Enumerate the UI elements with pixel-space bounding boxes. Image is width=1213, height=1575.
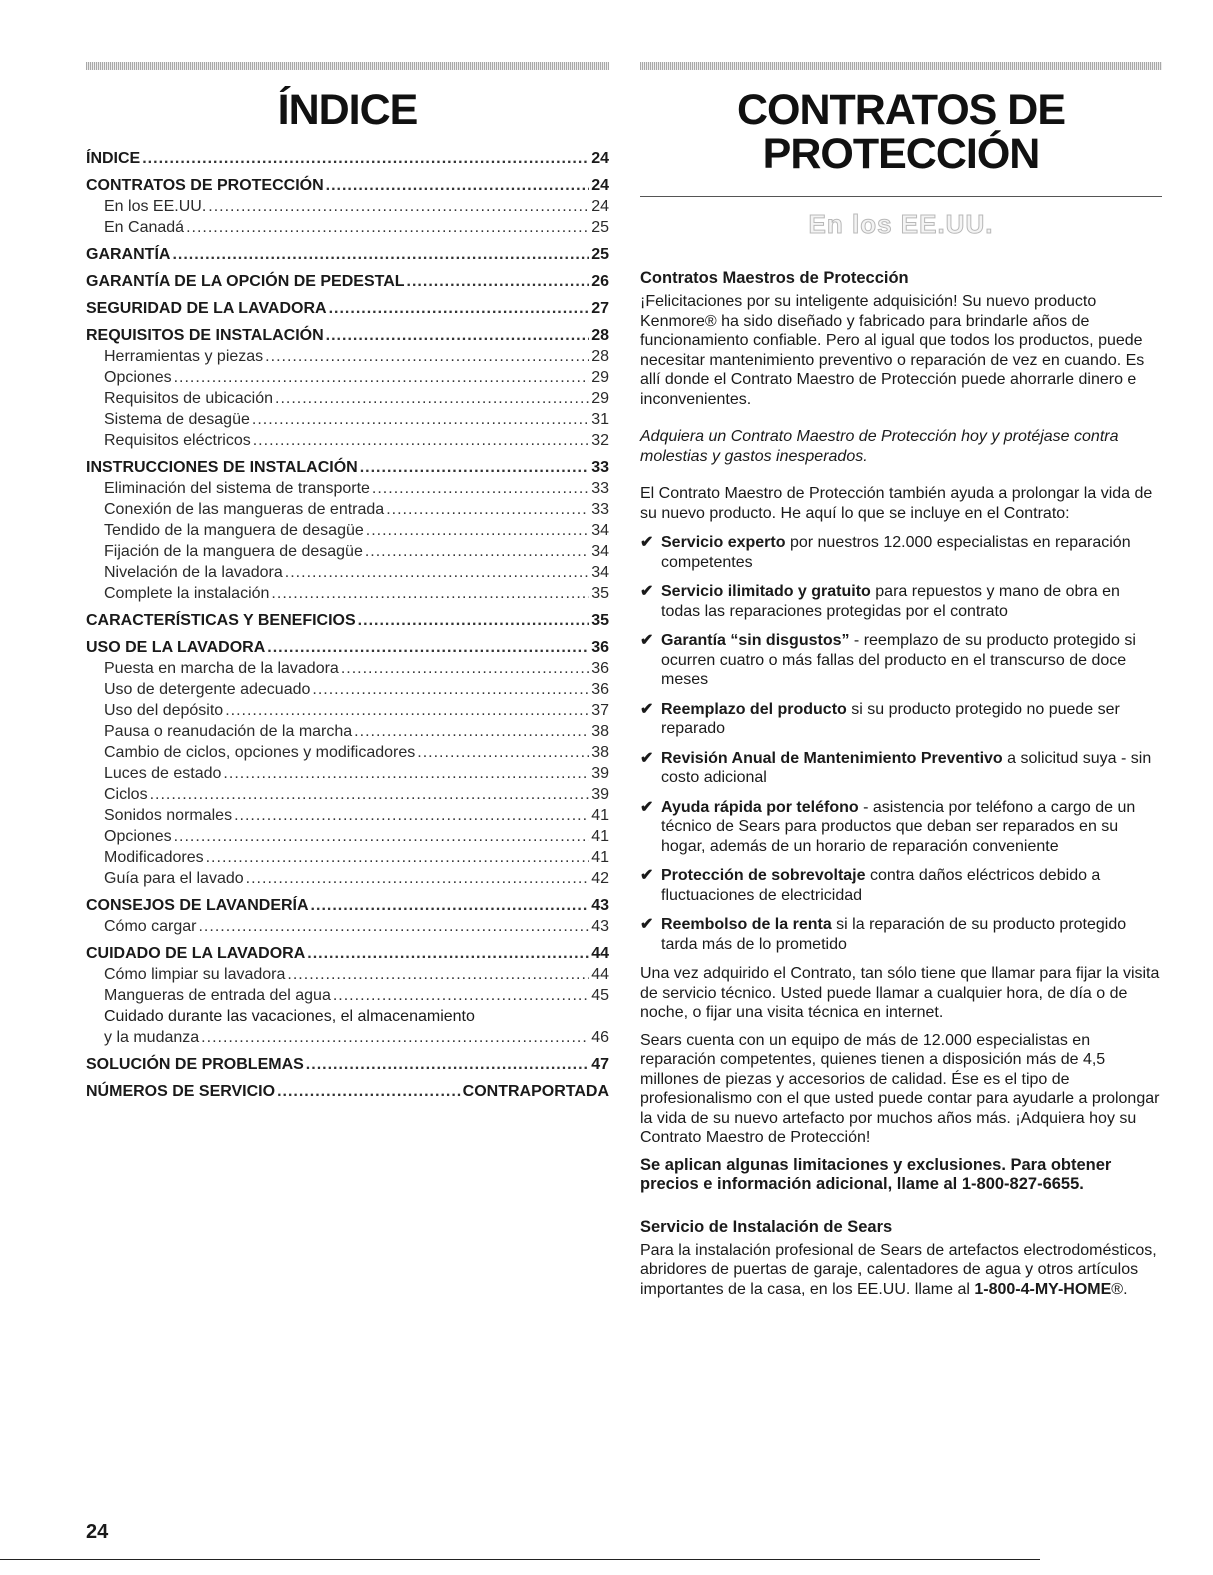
toc-section-row xyxy=(86,637,609,658)
toc-page-number: 39 xyxy=(591,786,609,803)
benefit-title: Protección de sobrevoltaje xyxy=(661,867,866,884)
benefit-description: a solicitud suya - sin costo adicional xyxy=(661,749,1152,786)
toc-dot-leader xyxy=(201,1027,589,1048)
toc-page-number: 32 xyxy=(591,432,609,449)
benefit-description: contra daños eléctricos debido a fluctuaciones de electricidad xyxy=(661,867,1101,904)
toc-subsection-row xyxy=(86,868,609,889)
toc-page-number: 27 xyxy=(591,300,609,317)
toc-label: Conexión de las mangueras de entrada xyxy=(104,501,385,518)
toc-label: NÚMEROS DE SERVICIO xyxy=(86,1083,276,1100)
benefit-item xyxy=(640,749,1162,788)
toc-label: Cómo cargar xyxy=(104,918,197,935)
toc-dot-leader xyxy=(225,700,589,721)
toc-page-number: 24 xyxy=(591,177,609,194)
benefit-item xyxy=(640,631,1162,690)
toc-dot-leader xyxy=(360,457,589,478)
toc-page-number: 24 xyxy=(591,150,609,167)
toc-label: Complete la instalación xyxy=(104,585,270,602)
toc-dot-leader xyxy=(365,541,589,562)
toc-dot-leader xyxy=(252,409,589,430)
after-paragraph-2: Sears cuenta con un equipo de más de 12.000 especialistas en reparación competentes, quienes tienen a disposición más de 4,5 millones de piezas y accesorios de calidad. Ése es el tipo de profesionalismo con el que usted puede contar para ayudarle a prolongar la vida de su nuevo artefacto por muchos años más. ¡Adquiera hoy su Contrato Maestro de Protección! xyxy=(640,1031,1160,1146)
toc-subsection-row xyxy=(86,367,609,388)
toc-label: Sonidos normales xyxy=(104,807,233,824)
toc-label: CARACTERÍSTICAS Y BENEFICIOS xyxy=(86,612,356,629)
toc-dot-leader xyxy=(306,1054,589,1075)
toc-label: En los EE.UU. xyxy=(104,198,207,215)
index-title: ÍNDICE xyxy=(277,86,418,134)
toc-page-number: 31 xyxy=(591,411,609,428)
toc-subsection-row xyxy=(86,1027,609,1048)
toc-dot-leader xyxy=(206,847,590,868)
benefit-title: Garantía “sin disgustos” xyxy=(661,632,850,649)
toc-page-number: 37 xyxy=(591,702,609,719)
benefit-title: Servicio ilimitado y gratuito xyxy=(661,583,871,600)
toc-page-number: 29 xyxy=(591,369,609,386)
toc-label: SOLUCIÓN DE PROBLEMAS xyxy=(86,1056,304,1073)
toc-label: Tendido de la manguera de desagüe xyxy=(104,522,364,539)
toc-subsection-row xyxy=(86,763,609,784)
checkmark-icon: ✔ xyxy=(640,749,654,767)
toc-dot-leader xyxy=(246,868,590,889)
toc-dot-leader xyxy=(267,637,589,658)
toc-page-number: 25 xyxy=(591,246,609,263)
toc-page-number: 36 xyxy=(591,681,609,698)
benefits-list xyxy=(640,533,1162,954)
installation-heading: Servicio de Instalación de Sears xyxy=(640,1217,893,1236)
toc-label: CONSEJOS DE LAVANDERÍA xyxy=(86,897,309,914)
toc-label: Opciones xyxy=(104,828,172,845)
toc-page-number: 25 xyxy=(591,219,609,236)
toc-section-row xyxy=(86,895,609,916)
toc-label: Herramientas y piezas xyxy=(104,348,264,365)
toc-label: Uso del depósito xyxy=(104,702,224,719)
toc-page-number: 34 xyxy=(591,522,609,539)
toc-page-number: 28 xyxy=(591,348,609,365)
contracts-title xyxy=(640,88,1162,176)
toc-dot-leader xyxy=(186,217,589,238)
toc-dot-leader xyxy=(275,388,589,409)
toc-dot-leader xyxy=(172,244,589,265)
toc-label: Requisitos eléctricos xyxy=(104,432,251,449)
toc-list xyxy=(86,148,609,1102)
toc-section-row xyxy=(86,325,609,346)
toc-dot-leader xyxy=(312,679,589,700)
benefit-item xyxy=(640,798,1162,857)
toc-label: Cuidado durante las vacaciones, el almacenamiento xyxy=(104,1008,475,1025)
intro-paragraph: ¡Felicitaciones por su inteligente adquisición! Su nuevo producto Kenmore® ha sido diseñado y fabricado para brindarle años de funcionamiento confiable. Pero al igual que todos los productos, puede necesitar mantenimiento preventivo o reparación de vez en cuando. Es allí donde el Contrato Maestro de Protección puede ahorrarle dinero e inconvenientes. xyxy=(640,293,1145,408)
checkmark-icon: ✔ xyxy=(640,700,654,718)
toc-dot-leader xyxy=(285,562,589,583)
toc-dot-leader xyxy=(198,916,589,937)
toc-dot-leader xyxy=(307,943,589,964)
toc-dot-leader xyxy=(142,148,589,169)
toc-label: Luces de estado xyxy=(104,765,222,782)
toc-dot-leader xyxy=(407,271,590,292)
benefit-item xyxy=(640,866,1162,905)
toc-label: Mangueras de entrada del agua xyxy=(104,987,331,1004)
section-subtitle: En los EE.UU. xyxy=(808,209,994,239)
toc-subsection-row xyxy=(86,916,609,937)
toc-label: y la mudanza xyxy=(104,1029,200,1046)
toc-label: Nivelación de la lavadora xyxy=(104,564,283,581)
footer-line xyxy=(0,1559,1040,1560)
toc-label: Sistema de desagüe xyxy=(104,411,250,428)
toc-label: Cambio de ciclos, opciones y modificadores xyxy=(104,744,416,761)
toc-label: CUIDADO DE LA LAVADORA xyxy=(86,945,306,962)
toc-subsection-row xyxy=(86,742,609,763)
benefit-description: - reemplazo de su producto protegido si ocurren cuatro o más fallas del producto en el transcurso de doce meses xyxy=(661,632,1136,688)
toc-dot-leader xyxy=(326,175,590,196)
toc-dot-leader xyxy=(329,298,590,319)
toc-label: Requisitos de ubicación xyxy=(104,390,273,407)
benefit-item xyxy=(640,915,1162,954)
installation-phone: 1-800-4-MY-HOME xyxy=(974,1280,1112,1298)
installation-end: ®. xyxy=(1111,1280,1128,1298)
benefit-title: Reemplazo del producto xyxy=(661,700,847,718)
toc-subsection-row xyxy=(86,583,609,604)
installation-paragraph xyxy=(640,1241,1162,1300)
toc-subsection-row xyxy=(86,430,609,451)
toc-dot-leader xyxy=(311,895,590,916)
toc-subsection-row xyxy=(86,562,609,583)
toc-label: Guía para el lavado xyxy=(104,870,244,887)
checkmark-icon: ✔ xyxy=(640,583,654,600)
toc-subsection-row xyxy=(86,985,609,1006)
toc-dot-leader xyxy=(358,610,590,631)
toc-dot-leader xyxy=(341,658,589,679)
toc-section-row xyxy=(86,610,609,631)
toc-section-row xyxy=(86,1081,609,1102)
toc-dot-leader xyxy=(223,763,589,784)
toc-dot-leader xyxy=(253,430,589,451)
toc-subsection-row xyxy=(86,805,609,826)
toc-label: INSTRUCCIONES DE INSTALACIÓN xyxy=(86,459,358,476)
benefit-title: Reembolso de la renta xyxy=(661,916,832,933)
contracts-title-line2: PROTECCIÓN xyxy=(762,130,1040,178)
toc-page-number: 42 xyxy=(591,870,609,887)
toc-label: CONTRATOS DE PROTECCIÓN xyxy=(86,177,324,194)
toc-section-row xyxy=(86,1054,609,1075)
toc-dot-leader xyxy=(417,742,589,763)
toc-label: GARANTÍA xyxy=(86,246,171,263)
toc-subsection-row xyxy=(86,784,609,805)
benefit-title: Servicio experto xyxy=(661,534,786,551)
toc-section-row xyxy=(86,457,609,478)
toc-page-number: 24 xyxy=(591,198,609,215)
includes-intro: El Contrato Maestro de Protección también ayuda a prolongar la vida de su nuevo producto. He aquí lo que se incluye en el Contrato: xyxy=(640,485,1153,522)
master-contracts-heading: Contratos Maestros de Protección xyxy=(640,269,909,287)
checkmark-icon: ✔ xyxy=(640,632,654,649)
toc-dot-leader xyxy=(271,583,589,604)
toc-page-number: 41 xyxy=(591,828,609,845)
toc-dot-leader xyxy=(333,985,589,1006)
toc-dot-leader xyxy=(234,805,589,826)
toc-page-number: 43 xyxy=(591,918,609,935)
toc-page-number: 36 xyxy=(591,660,609,677)
toc-page-number: 43 xyxy=(591,897,609,914)
benefit-title: Revisión Anual de Mantenimiento Preventivo xyxy=(661,749,1003,767)
toc-subsection-row xyxy=(86,196,609,217)
toc-label: USO DE LA LAVADORA xyxy=(86,639,266,656)
toc-page-number: 38 xyxy=(591,744,609,761)
benefit-description: si la reparación de su producto protegido tarda más de lo prometido xyxy=(661,916,1127,953)
toc-label: Uso de detergente adecuado xyxy=(104,681,311,698)
toc-section-row xyxy=(86,298,609,319)
toc-dot-leader xyxy=(174,826,590,847)
benefit-description: - asistencia por teléfono a cargo de un técnico de Sears para productos que deban ser reparados en su hogar, además de un horario de reparación conveniente xyxy=(661,798,1136,855)
toc-subsection-row xyxy=(86,499,609,520)
toc-label: GARANTÍA DE LA OPCIÓN DE PEDESTAL xyxy=(86,273,405,290)
toc-label: ÍNDICE xyxy=(86,150,141,167)
toc-label: SEGURIDAD DE LA LAVADORA xyxy=(86,300,327,317)
header-hatch-bar xyxy=(640,62,1162,70)
toc-page-number: 41 xyxy=(591,807,609,824)
benefit-description: por nuestros 12.000 especialistas en reparación competentes xyxy=(661,534,1131,571)
toc-page-number: 39 xyxy=(591,765,609,782)
toc-subsection-row xyxy=(86,217,609,238)
benefit-description: para repuestos y mano de obra en todas las reparaciones protegidas por el contrato xyxy=(661,583,1120,620)
toc-label: Eliminación del sistema de transporte xyxy=(104,480,370,497)
toc-dot-leader xyxy=(386,499,589,520)
toc-page-number: 47 xyxy=(591,1056,609,1073)
toc-section-row xyxy=(86,148,609,169)
protection-contracts-column xyxy=(640,62,1162,1317)
toc-section-row xyxy=(86,175,609,196)
toc-section-row xyxy=(86,943,609,964)
toc-subsection-row xyxy=(86,658,609,679)
toc-subsection-row xyxy=(86,346,609,367)
toc-dot-leader xyxy=(174,367,590,388)
toc-page-number: 33 xyxy=(591,480,609,497)
toc-dot-leader xyxy=(150,784,590,805)
toc-page-number: 26 xyxy=(591,273,609,290)
toc-page-number: 34 xyxy=(591,564,609,581)
table-of-contents-column xyxy=(86,62,609,1102)
toc-label: Puesta en marcha de la lavadora xyxy=(104,660,339,677)
toc-page-number: 44 xyxy=(591,945,609,962)
toc-page-number: 33 xyxy=(591,459,609,476)
limitations-notice: Se aplican algunas limitaciones y exclusiones. Para obtener precios e información adicional, llame al 1-800-827-6655. xyxy=(640,1155,1112,1193)
toc-subsection-row xyxy=(86,541,609,562)
toc-label: Modificadores xyxy=(104,849,204,866)
toc-label: Fijación de la manguera de desagüe xyxy=(104,543,363,560)
toc-section-row xyxy=(86,244,609,265)
page-number: 24 xyxy=(86,1521,109,1543)
toc-subsection-row xyxy=(86,520,609,541)
contracts-title-line1: CONTRATOS DE xyxy=(736,86,1066,134)
toc-subsection-row xyxy=(86,478,609,499)
checkmark-icon: ✔ xyxy=(640,798,654,816)
toc-page-number: 44 xyxy=(591,966,609,983)
toc-page-number: 28 xyxy=(591,327,609,344)
toc-page-number: 34 xyxy=(591,543,609,560)
toc-page-number: 46 xyxy=(591,1029,609,1046)
toc-label: Cómo limpiar su lavadora xyxy=(104,966,286,983)
toc-subsection-row xyxy=(86,964,609,985)
toc-subsection-row xyxy=(86,409,609,430)
header-hatch-bar xyxy=(86,62,609,70)
toc-dot-leader xyxy=(208,196,589,217)
toc-section-row xyxy=(86,271,609,292)
toc-label: Ciclos xyxy=(104,786,148,803)
toc-label: Opciones xyxy=(104,369,172,386)
toc-subsection-row xyxy=(86,700,609,721)
toc-dot-leader xyxy=(287,964,589,985)
toc-label: En Canadá xyxy=(104,219,185,236)
toc-label: REQUISITOS DE INSTALACIÓN xyxy=(86,327,324,344)
toc-page-number: 29 xyxy=(591,390,609,407)
toc-page-number: 45 xyxy=(591,987,609,1004)
toc-page-number: 41 xyxy=(591,849,609,866)
title-divider xyxy=(640,196,1162,197)
checkmark-icon: ✔ xyxy=(640,867,654,884)
toc-dot-leader xyxy=(366,520,589,541)
toc-subsection-row xyxy=(86,679,609,700)
italic-note: Adquiera un Contrato Maestro de Protección hoy y protéjase contra molestias y gastos inesperados. xyxy=(640,428,1119,465)
checkmark-icon: ✔ xyxy=(640,534,654,551)
benefit-description: si su producto protegido no puede ser reparado xyxy=(661,700,1120,737)
benefit-item xyxy=(640,533,1162,572)
toc-subsection-row xyxy=(86,1006,609,1027)
toc-page-number: 33 xyxy=(591,501,609,518)
toc-page-number: 36 xyxy=(591,639,609,656)
toc-dot-leader xyxy=(354,721,589,742)
checkmark-icon: ✔ xyxy=(640,916,654,933)
toc-subsection-row xyxy=(86,847,609,868)
benefit-title: Ayuda rápida por teléfono xyxy=(661,798,859,816)
toc-subsection-row xyxy=(86,826,609,847)
toc-label: Pausa o reanudación de la marcha xyxy=(104,723,353,740)
toc-dot-leader xyxy=(372,478,589,499)
installation-text: Para la instalación profesional de Sears de artefactos electrodomésticos, abridores de puertas de garaje, calentadores de agua y otros artículos importantes de la casa, en los EE.UU. llame al xyxy=(640,1241,1157,1298)
benefit-item xyxy=(640,700,1162,739)
toc-dot-leader xyxy=(326,325,590,346)
toc-subsection-row xyxy=(86,721,609,742)
toc-dot-leader xyxy=(277,1081,461,1102)
toc-dot-leader xyxy=(265,346,589,367)
toc-page-number: 38 xyxy=(591,723,609,740)
toc-page-number: 35 xyxy=(591,585,609,602)
after-paragraph-1: Una vez adquirido el Contrato, tan sólo tiene que llamar para fijar la visita de servicio técnico. Usted puede llamar a cualquier hora, de día o de noche, o fijar una visita técnica en internet. xyxy=(640,965,1160,1021)
benefit-item xyxy=(640,582,1162,621)
toc-page-number: 35 xyxy=(591,612,609,629)
toc-subsection-row xyxy=(86,388,609,409)
toc-page-number: CONTRAPORTADA xyxy=(462,1083,609,1100)
